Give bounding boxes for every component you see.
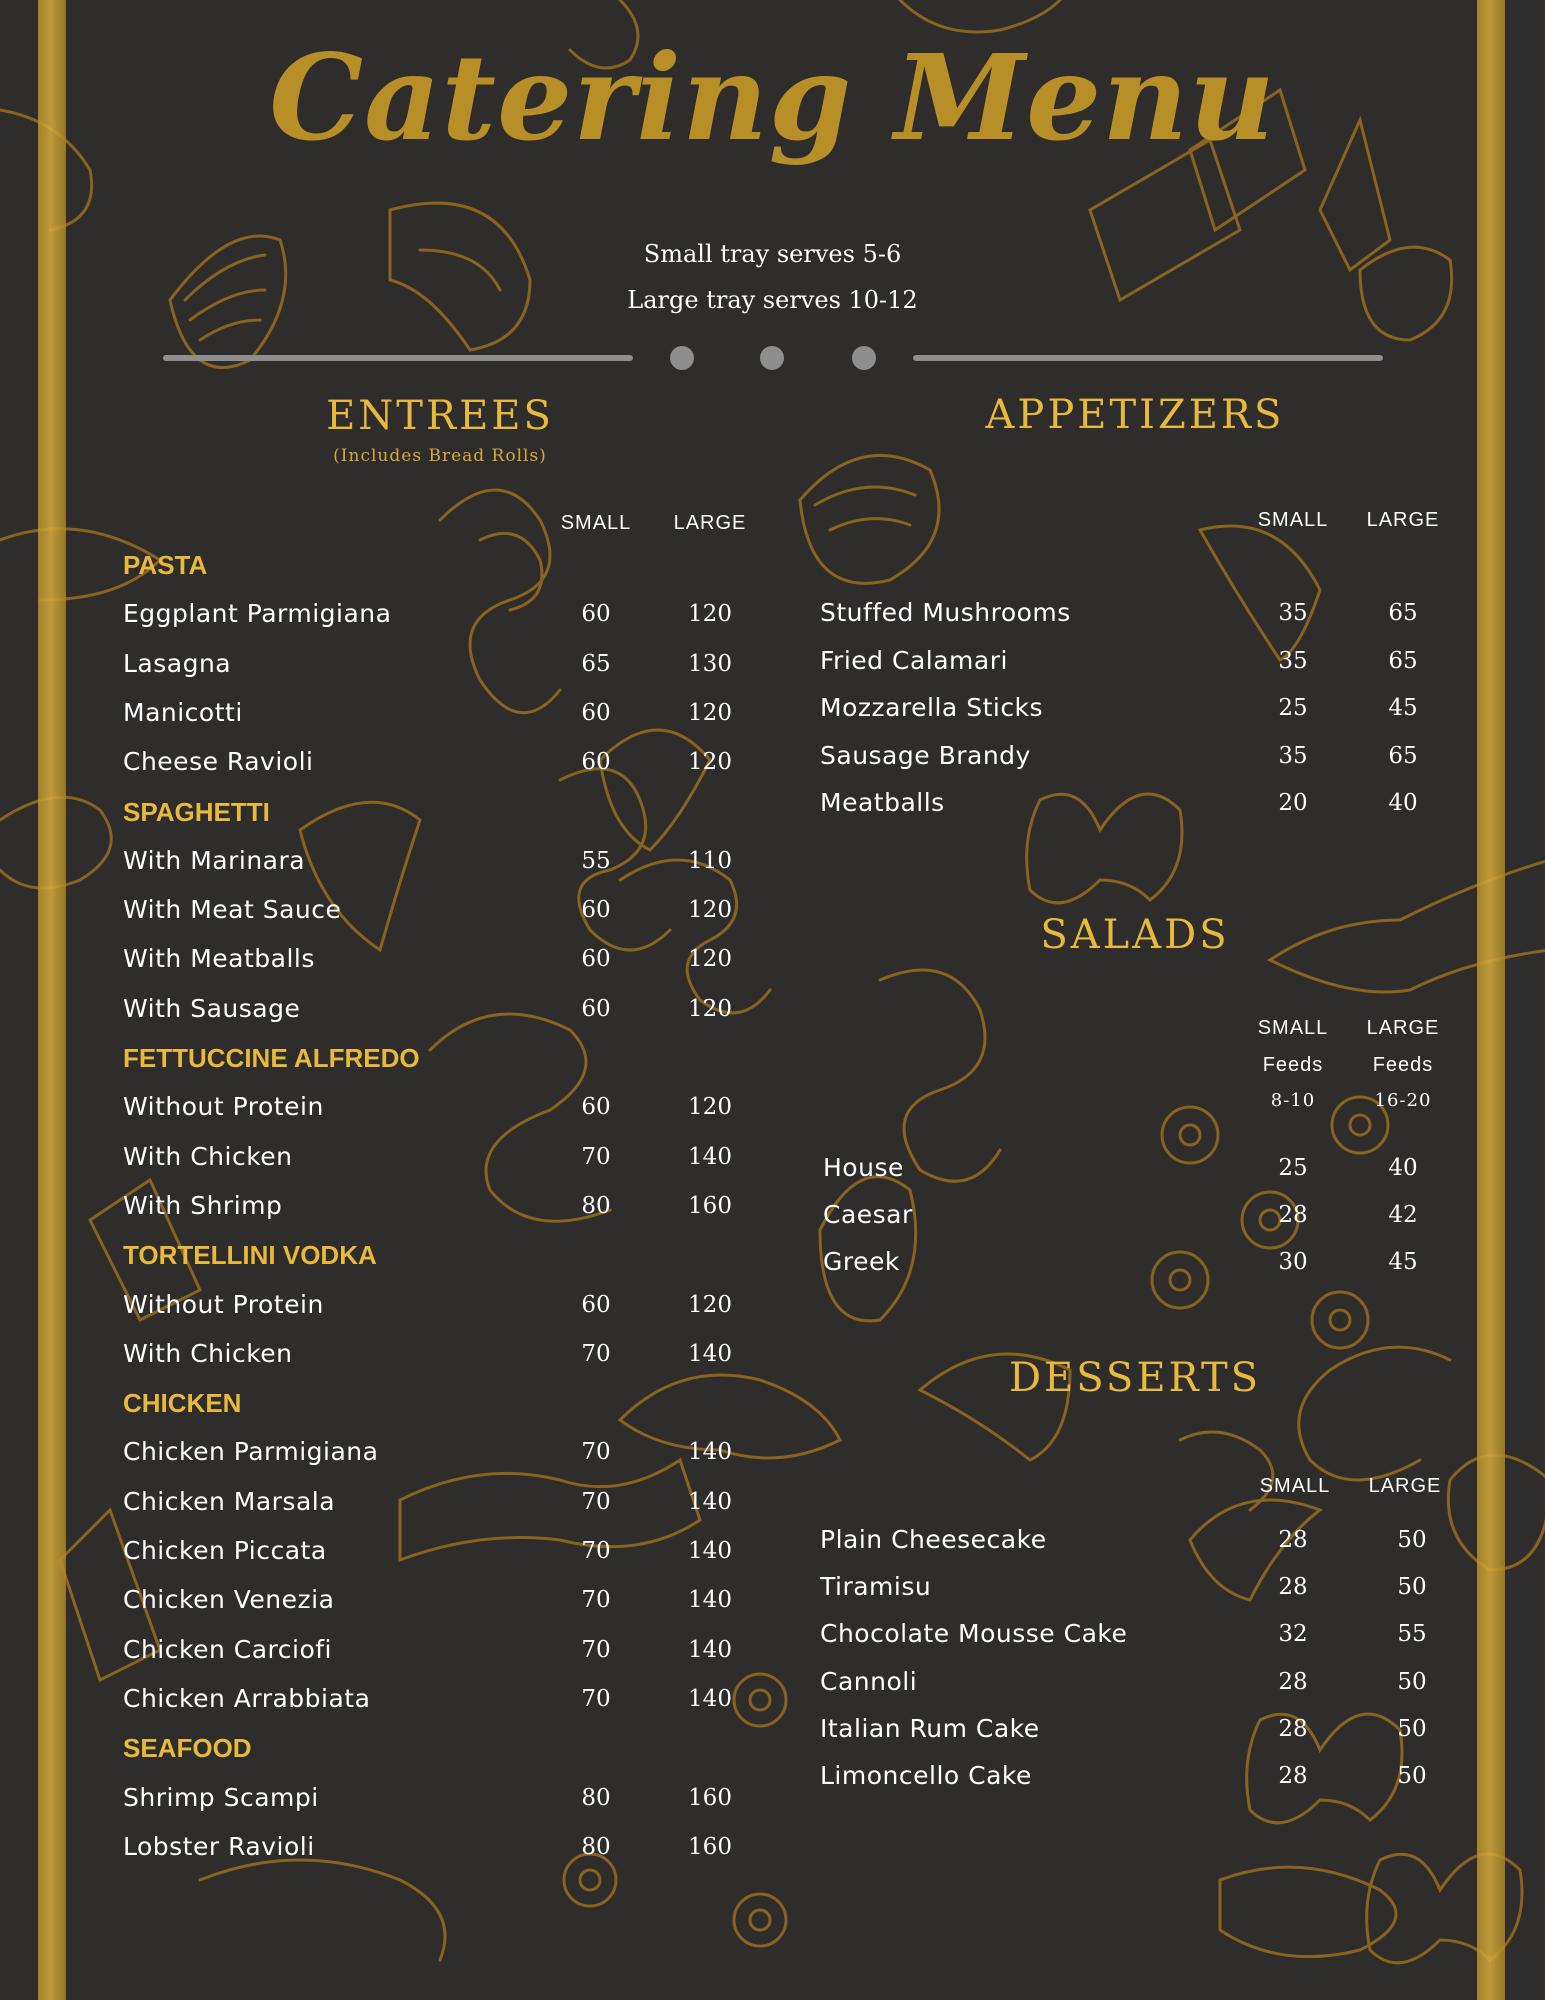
price-large: 40 — [1388, 790, 1418, 816]
salads-large-feeds-label: Feeds — [1372, 1054, 1434, 1076]
price-large: 50 — [1397, 1715, 1427, 1742]
desserts-col-large: LARGE — [1368, 1475, 1442, 1497]
price-large: 140 — [688, 1587, 732, 1614]
price-large: 140 — [688, 1685, 732, 1712]
price-large: 50 — [1397, 1574, 1427, 1601]
menu-item-name: With Shrimp — [123, 1190, 283, 1220]
price-small: 28 — [1278, 1715, 1308, 1742]
salads-col-large: LARGE — [1366, 1017, 1440, 1039]
category-seafood: SEAFOOD — [123, 1733, 252, 1764]
price-large: 130 — [688, 650, 732, 677]
divider-line-left — [163, 355, 633, 361]
menu-item-name: Chicken Piccata — [123, 1536, 327, 1565]
menu-item-name: Chocolate Mousse Cake — [820, 1619, 1128, 1649]
price-large: 140 — [688, 1488, 732, 1515]
menu-item-name: With Marinara — [123, 845, 306, 875]
menu-item-name: Without Protein — [123, 1289, 324, 1319]
page-title: Catering Menu — [269, 28, 1276, 167]
salads-large-feeds-count: 16-20 — [1374, 1090, 1432, 1111]
menu-item-name: With Meatballs — [123, 944, 315, 974]
price-small: 60 — [581, 749, 611, 776]
price-large: 120 — [688, 699, 732, 726]
price-small: 60 — [581, 699, 611, 726]
menu-item-name: Chicken Venezia — [123, 1585, 335, 1615]
price-large: 120 — [688, 749, 732, 776]
price-large: 120 — [688, 1094, 732, 1121]
price-small: 80 — [581, 1833, 611, 1860]
price-small: 60 — [581, 995, 611, 1022]
menu-item-name: Stuffed Mushrooms — [820, 598, 1071, 627]
price-large: 55 — [1397, 1621, 1427, 1648]
price-small: 35 — [1278, 600, 1308, 626]
menu-item-name: Caesar — [823, 1200, 913, 1229]
price-large: 120 — [688, 1291, 732, 1318]
price-small: 28 — [1278, 1668, 1308, 1695]
price-small: 25 — [1278, 695, 1308, 721]
category-pasta: PASTA — [123, 550, 208, 580]
price-large: 160 — [688, 1192, 732, 1219]
price-small: 70 — [581, 1143, 611, 1170]
category-chicken: CHICKEN — [123, 1388, 242, 1419]
price-large: 110 — [688, 847, 732, 874]
price-small: 20 — [1278, 790, 1308, 816]
price-small: 70 — [581, 1538, 611, 1564]
menu-item-name: With Chicken — [123, 1338, 293, 1368]
price-small: 70 — [581, 1685, 611, 1712]
price-small: 70 — [581, 1340, 611, 1367]
appetizers-title: APPETIZERS — [985, 392, 1285, 438]
menu-item-name: With Sausage — [123, 993, 301, 1023]
entrees-title: ENTREES — [326, 393, 554, 439]
menu-item-name: With Chicken — [123, 1141, 293, 1171]
price-small: 80 — [581, 1192, 611, 1219]
appetizers-col-small: SMALL — [1257, 509, 1329, 531]
large-tray-serves: Large tray serves 10-12 — [627, 286, 918, 314]
price-large: 160 — [688, 1833, 732, 1860]
entrees-col-small: SMALL — [560, 512, 632, 534]
menu-item-name: Italian Rum Cake — [820, 1713, 1040, 1743]
price-small: 65 — [581, 650, 611, 677]
price-large: 140 — [688, 1636, 732, 1663]
menu-item-name: Cannoli — [820, 1666, 918, 1696]
menu-item-name: Chicken Marsala — [123, 1486, 336, 1516]
price-large: 50 — [1397, 1668, 1427, 1695]
price-small: 28 — [1278, 1527, 1308, 1553]
price-large: 50 — [1397, 1527, 1427, 1553]
menu-item-name: Chicken Parmigiana — [123, 1437, 379, 1467]
menu-item-name: Chicken Carciofi — [123, 1634, 332, 1664]
price-large: 120 — [688, 601, 732, 628]
price-large: 140 — [688, 1340, 732, 1367]
menu-item-name: Shrimp Scampi — [123, 1782, 319, 1812]
menu-item-name: Lobster Ravioli — [123, 1831, 315, 1861]
menu-item-name: Meatballs — [820, 788, 945, 817]
menu-item-name: Greek — [823, 1247, 900, 1276]
entrees-col-large: LARGE — [673, 512, 747, 534]
menu-item-name: With Meat Sauce — [123, 895, 342, 925]
salads-col-small: SMALL — [1257, 1017, 1329, 1039]
price-large: 40 — [1388, 1155, 1418, 1181]
price-small: 28 — [1278, 1574, 1308, 1601]
category-tortellini-vodka: TORTELLINI VODKA — [123, 1240, 377, 1271]
price-large: 45 — [1388, 695, 1418, 721]
price-small: 35 — [1278, 647, 1308, 674]
price-small: 28 — [1278, 1202, 1308, 1228]
menu-item-name: House — [823, 1153, 904, 1182]
menu-item-name: Lasagna — [123, 648, 232, 678]
price-small: 60 — [581, 601, 611, 628]
price-small: 70 — [581, 1587, 611, 1614]
price-large: 65 — [1388, 647, 1418, 674]
price-small: 60 — [581, 1094, 611, 1121]
salads-small-feeds-label: Feeds — [1262, 1054, 1324, 1076]
price-small: 28 — [1278, 1763, 1308, 1789]
price-small: 35 — [1278, 742, 1308, 769]
entrees-subtitle: (Includes Bread Rolls) — [333, 446, 547, 466]
price-large: 45 — [1388, 1249, 1418, 1275]
divider-dot — [670, 346, 694, 370]
menu-item-name: Eggplant Parmigiana — [123, 599, 392, 629]
menu-item-name: Mozzarella Sticks — [820, 693, 1044, 722]
price-large: 65 — [1388, 742, 1418, 769]
menu-item-name: Chicken Arrabbiata — [123, 1683, 371, 1713]
price-large: 140 — [688, 1143, 732, 1170]
price-small: 60 — [581, 1291, 611, 1318]
divider-dot — [760, 346, 784, 370]
menu-item-name: Limoncello Cake — [820, 1761, 1032, 1790]
price-small: 70 — [581, 1439, 611, 1466]
appetizers-col-large: LARGE — [1366, 509, 1440, 531]
price-large: 160 — [688, 1784, 732, 1811]
price-small: 55 — [581, 847, 611, 874]
small-tray-serves: Small tray serves 5-6 — [643, 240, 902, 268]
menu-item-name: Without Protein — [123, 1092, 324, 1122]
price-large: 140 — [688, 1439, 732, 1466]
price-small: 60 — [581, 897, 611, 924]
menu-item-name: Plain Cheesecake — [820, 1525, 1047, 1554]
price-large: 50 — [1397, 1763, 1427, 1789]
price-large: 120 — [688, 995, 732, 1022]
price-small: 32 — [1278, 1621, 1308, 1648]
price-small: 70 — [581, 1488, 611, 1515]
menu-item-name: Tiramisu — [820, 1572, 932, 1602]
menu-item-name: Cheese Ravioli — [123, 747, 314, 777]
category-spaghetti: SPAGHETTI — [123, 796, 270, 827]
price-small: 30 — [1278, 1249, 1308, 1275]
divider-line-right — [913, 355, 1383, 361]
price-large: 120 — [688, 946, 732, 973]
price-small: 80 — [581, 1784, 611, 1811]
price-large: 65 — [1388, 600, 1418, 626]
divider-dot — [852, 346, 876, 370]
salads-title: SALADS — [1040, 912, 1230, 958]
price-large: 140 — [688, 1538, 732, 1564]
menu-item-name: Fried Calamari — [820, 645, 1008, 675]
price-small: 60 — [581, 946, 611, 973]
menu-item-name: Manicotti — [123, 697, 243, 727]
price-large: 120 — [688, 897, 732, 924]
price-small: 70 — [581, 1636, 611, 1663]
desserts-col-small: SMALL — [1259, 1475, 1331, 1497]
desserts-title: DESSERTS — [1008, 1355, 1262, 1401]
menu-item-name: Sausage Brandy — [820, 740, 1031, 770]
category-fettuccine-alfredo: FETTUCCINE ALFREDO — [123, 1043, 420, 1073]
salads-small-feeds-count: 8-10 — [1270, 1090, 1316, 1111]
price-large: 42 — [1388, 1202, 1418, 1228]
price-small: 25 — [1278, 1155, 1308, 1181]
